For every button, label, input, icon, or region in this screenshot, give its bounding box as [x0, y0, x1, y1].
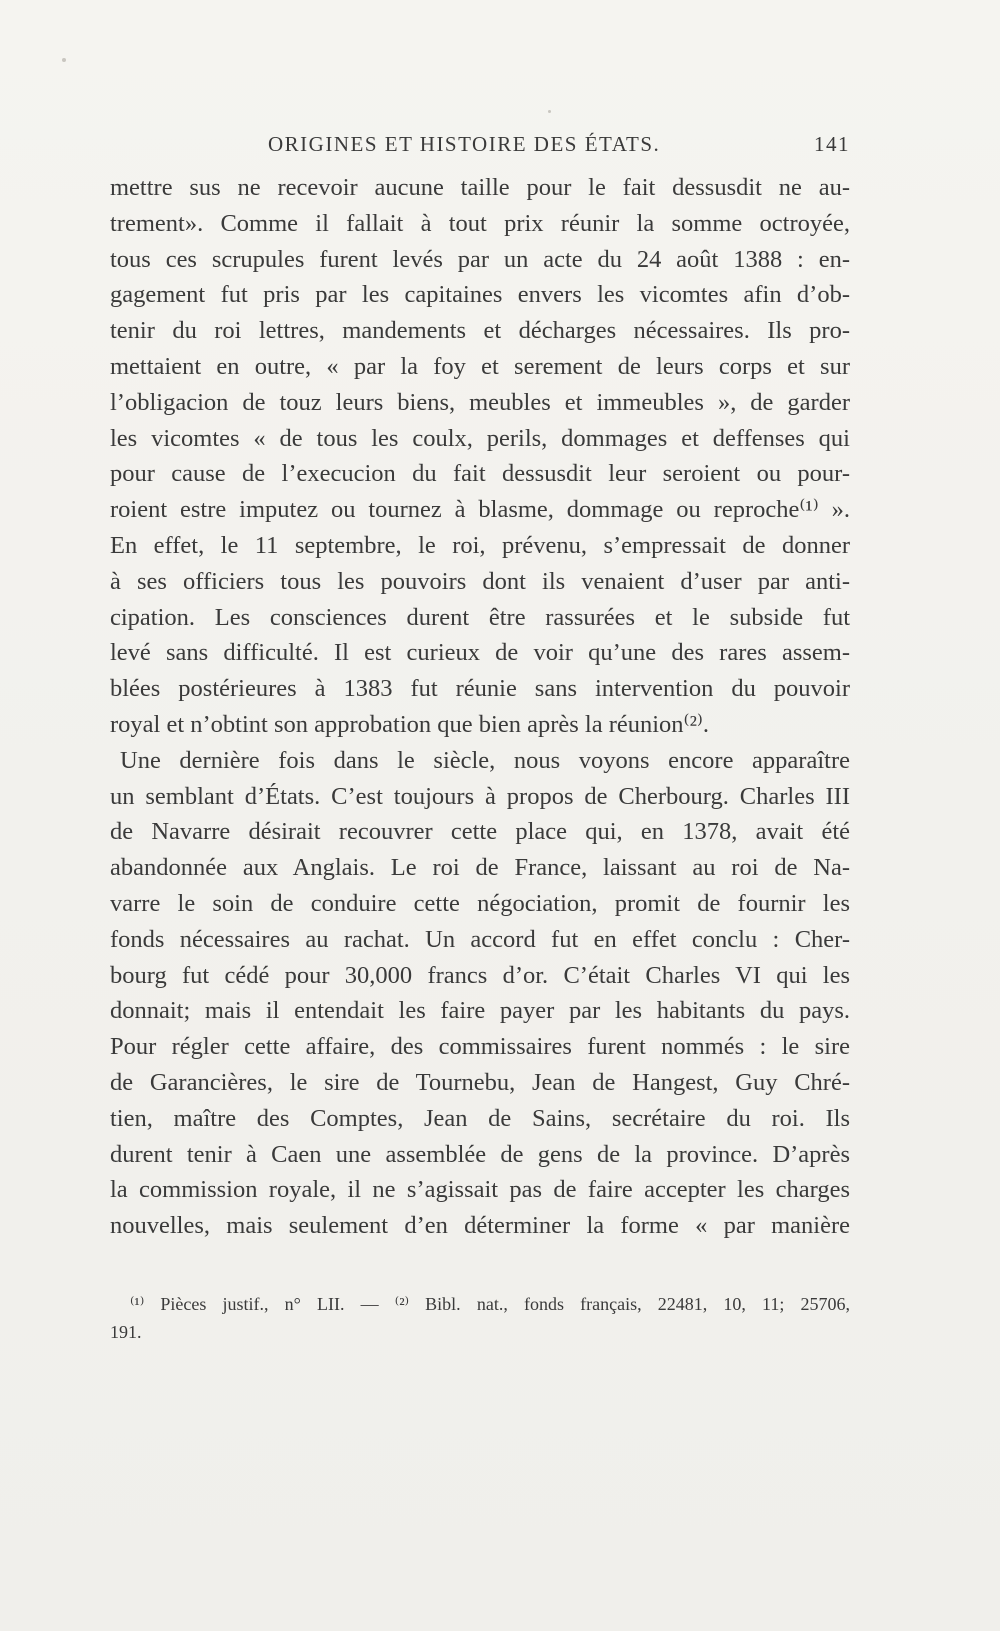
text-line: En effet, le 11 septembre, le roi, prévenu, s’empressait de donner — [110, 531, 850, 559]
text-line: blées postérieures à 1383 fut réunie sans intervention du pouvoir — [110, 675, 850, 703]
text-line: tenir du roi lettres, mandements et décharges nécessaires. Ils pro- — [110, 317, 850, 345]
text-line: les vicomtes « de tous les coulx, perils, dommages et deffenses qui — [110, 424, 850, 452]
body-text — [110, 170, 850, 1244]
paper-speck — [548, 110, 551, 113]
footnote-line: ⁽¹⁾ Pièces justif., n° LII. — ⁽²⁾ Bibl. nat., fonds français, 22481, 10, 11; 25706, — [130, 1294, 850, 1314]
text-line: tous ces scrupules furent levés par un acte du 24 août 1388 : en- — [110, 245, 850, 273]
text-line: de Garancières, le sire de Tournebu, Jean de Hangest, Guy Chré- — [110, 1068, 850, 1096]
text-line: gagement fut pris par les capitaines envers les vicomtes afin d’ob- — [110, 281, 850, 309]
page-header — [110, 132, 850, 164]
text-line: donnait; mais il entendait les faire payer par les habitants du pays. — [110, 997, 850, 1025]
footnote-line: 191. — [110, 1322, 142, 1342]
text-line: mettre sus ne recevoir aucune taille pour le fait dessusdit ne au- — [110, 174, 850, 201]
text-line: levé sans difficulté. Il est curieux de voir qu’une des rares assem- — [110, 639, 850, 667]
text-line: Pour régler cette affaire, des commissaires furent nommés : le sire — [110, 1033, 850, 1061]
text-line: un semblant d’États. C’est toujours à propos de Cherbourg. Charles III — [110, 782, 850, 810]
footnotes — [110, 1290, 850, 1346]
text-line: fonds nécessaires au rachat. Un accord fut en effet conclu : Cher- — [110, 925, 850, 953]
text-line: bourg fut cédé pour 30,000 francs d’or. C’était Charles VI qui les — [110, 961, 850, 989]
text-line: nouvelles, mais seulement d’en déterminer la forme « par manière — [110, 1212, 850, 1240]
text-line: Une dernière fois dans le siècle, nous voyons encore apparaître — [120, 746, 850, 774]
text-line: tien, maître des Comptes, Jean de Sains, secrétaire du roi. Ils — [110, 1104, 850, 1132]
text-line: l’obligacion de touz leurs biens, meubles et immeubles », de garder — [110, 388, 850, 416]
paper-speck — [62, 58, 66, 62]
text-line: la commission royale, il ne s’agissait pas de faire accepter les charges — [110, 1176, 850, 1204]
text-line: royal et n’obtint son approbation que bien après la réunion⁽²⁾. — [110, 710, 710, 738]
text-line: varre le soin de conduire cette négociation, promit de fournir les — [110, 889, 850, 917]
page-number: 141 — [814, 132, 850, 156]
text-line: à ses officiers tous les pouvoirs dont ils venaient d’user par anti- — [110, 567, 850, 595]
text-line: abandonnée aux Anglais. Le roi de France, laissant au roi de Na- — [110, 854, 850, 882]
text-line: roient estre imputez ou tournez à blasme, dommage ou reproche⁽¹⁾ ». — [110, 496, 850, 524]
text-line: mettaient en outre, « par la foy et serement de leurs corps et sur — [110, 352, 850, 380]
text-line: durent tenir à Caen une assemblée de gens de la province. D’après — [110, 1140, 850, 1168]
text-line: de Navarre désirait recouvrer cette place qui, en 1378, avait été — [110, 818, 850, 846]
text-line: trement». Comme il fallait à tout prix réunir la somme octroyée, — [110, 209, 850, 237]
text-line: pour cause de l’execucion du fait dessusdit leur seroient ou pour- — [110, 460, 850, 488]
running-head: ORIGINES ET HISTOIRE DES ÉTATS. — [268, 132, 661, 156]
text-line: cipation. Les consciences durent être rassurées et le subside fut — [110, 603, 850, 631]
